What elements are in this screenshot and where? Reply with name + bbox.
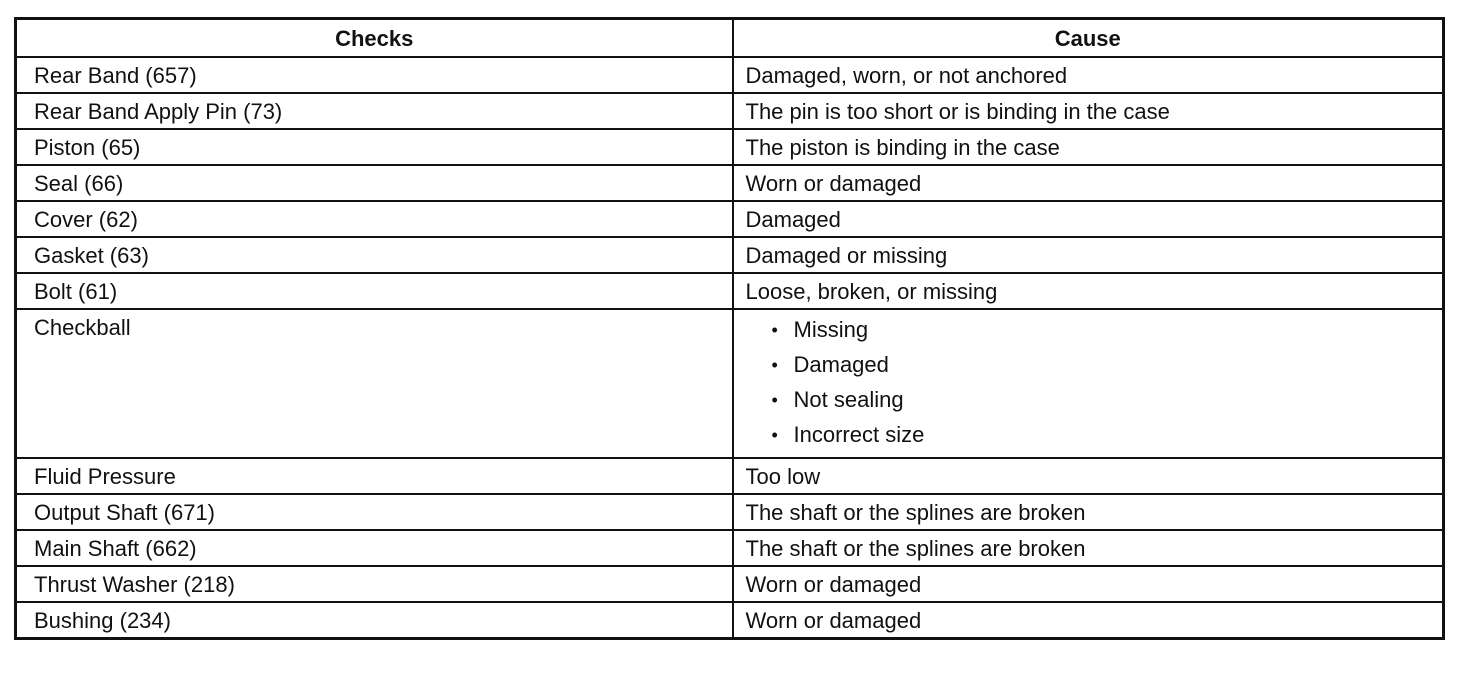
check-cell: Output Shaft (671) (16, 494, 733, 530)
check-cell: Main Shaft (662) (16, 530, 733, 566)
cause-cell: The shaft or the splines are broken (733, 494, 1444, 530)
check-cell: Fluid Pressure (16, 458, 733, 494)
check-cell: Bushing (234) (16, 602, 733, 638)
table-row (16, 129, 1444, 165)
check-cell: Thrust Washer (218) (16, 566, 733, 602)
check-cell: Rear Band Apply Pin (73) (16, 93, 733, 129)
list-item-text: Not sealing (793, 387, 904, 412)
table-row (16, 57, 1444, 93)
cause-cell: Damaged, worn, or not anchored (733, 57, 1444, 93)
list-item (772, 422, 1443, 457)
table-row (16, 273, 1444, 309)
table-row (16, 93, 1444, 129)
cause-cell: The piston is binding in the case (733, 129, 1444, 165)
bullet-icon: • (771, 320, 778, 340)
cause-cell (733, 309, 1444, 458)
table-row (16, 237, 1444, 273)
cause-cell: Damaged or missing (733, 237, 1444, 273)
cause-cell: Worn or damaged (733, 165, 1444, 201)
list-item (772, 352, 1443, 387)
list-item-text: Incorrect size (793, 422, 925, 447)
cause-cell: Damaged (733, 201, 1444, 237)
list-item (772, 387, 1443, 422)
table-row (16, 602, 1444, 638)
table-row (16, 201, 1444, 237)
list-item-text: Damaged (793, 352, 889, 377)
list-item-text: Missing (793, 317, 869, 342)
check-cell: Cover (62) (16, 201, 733, 237)
table-row (16, 494, 1444, 530)
cause-bullet-list (746, 315, 1443, 457)
list-item (772, 317, 1443, 352)
check-cell: Checkball (16, 309, 733, 458)
check-cell: Bolt (61) (16, 273, 733, 309)
cause-cell: Loose, broken, or missing (733, 273, 1444, 309)
cause-cell: Worn or damaged (733, 602, 1444, 638)
header-cause: Cause (733, 19, 1444, 58)
check-cell: Seal (66) (16, 165, 733, 201)
bullet-icon: • (771, 425, 778, 445)
check-cell: Piston (65) (16, 129, 733, 165)
checks-cause-table (14, 17, 1445, 640)
header-checks: Checks (16, 19, 733, 58)
header-row (16, 19, 1444, 58)
check-cell: Rear Band (657) (16, 57, 733, 93)
cause-cell: The pin is too short or is binding in the case (733, 93, 1444, 129)
cause-cell: The shaft or the splines are broken (733, 530, 1444, 566)
bullet-icon: • (771, 355, 778, 375)
table-row (16, 165, 1444, 201)
bullet-icon: • (771, 390, 778, 410)
table-row (16, 566, 1444, 602)
table-row (16, 309, 1444, 458)
check-cell: Gasket (63) (16, 237, 733, 273)
cause-cell: Too low (733, 458, 1444, 494)
cause-cell: Worn or damaged (733, 566, 1444, 602)
table-row (16, 530, 1444, 566)
table-row (16, 458, 1444, 494)
